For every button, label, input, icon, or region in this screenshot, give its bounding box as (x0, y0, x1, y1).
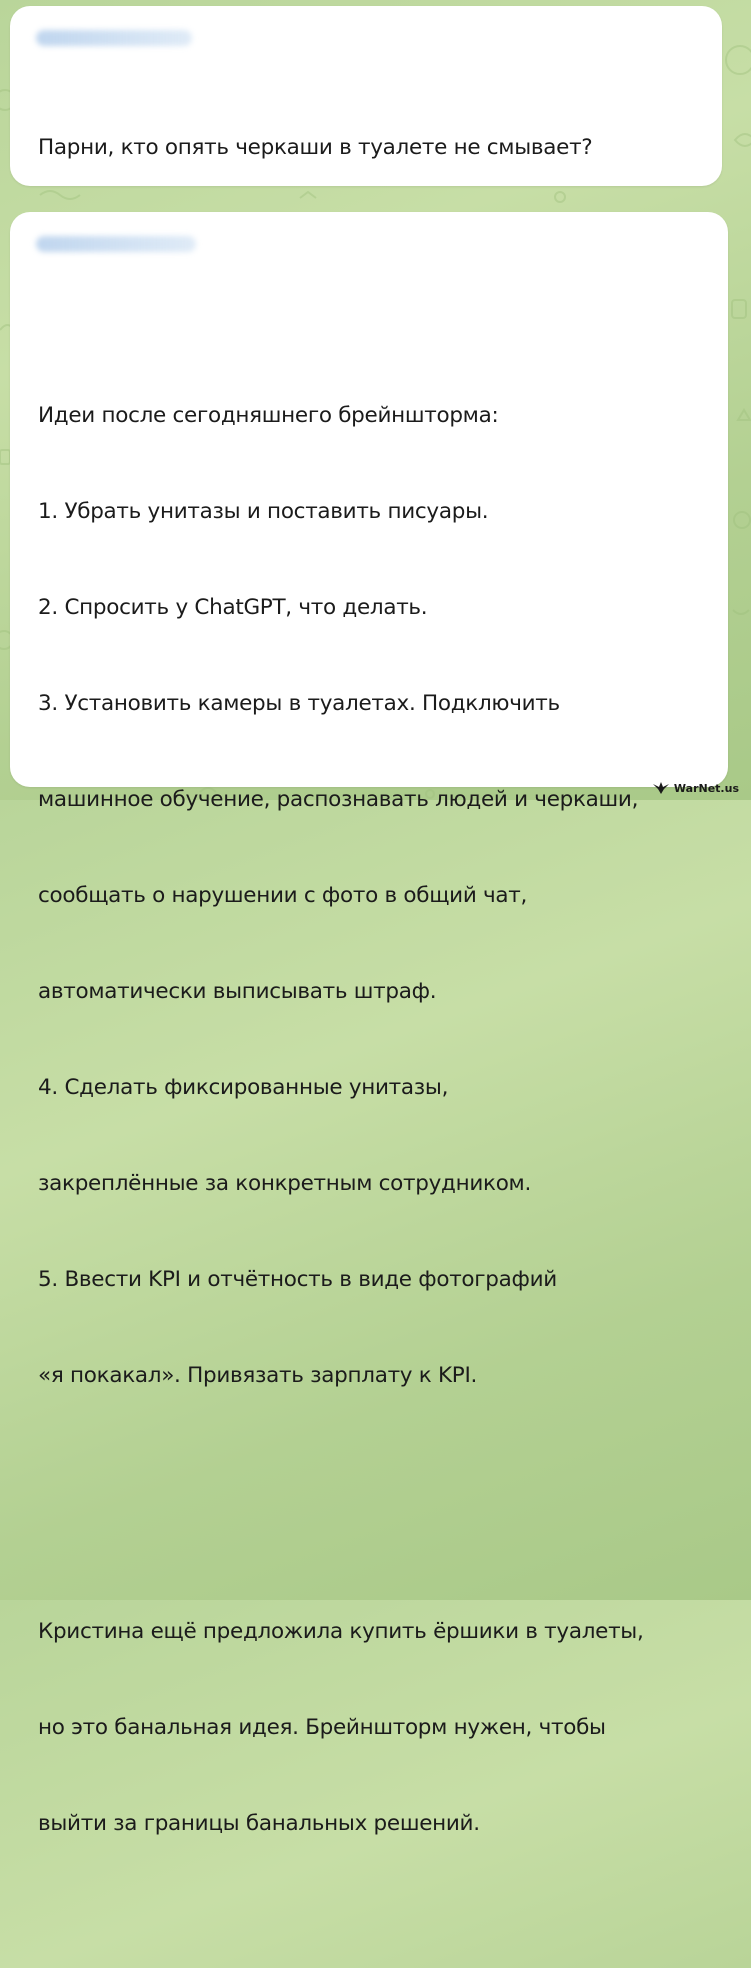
message-paragraph-ideas (38, 336, 644, 1456)
sender-name-blurred (36, 236, 196, 252)
message-paragraph-kristina (38, 1552, 644, 1904)
message-line: 2. Спросить у ChatGPT, что делать. (38, 595, 428, 620)
message-line: Кристина ещё предложила купить ёршики в туалеты, (38, 1619, 644, 1644)
sender-name-blurred (36, 30, 192, 46)
message-line: сообщать о нарушении с фото в общий чат, (38, 883, 528, 908)
message-line: 1. Убрать унитазы и поставить писуары. (38, 499, 489, 524)
message-line: но это банальная идея. Брейншторм нужен, чтобы (38, 1715, 606, 1740)
message-bubble-1[interactable] (10, 6, 722, 186)
message-line: закреплённые за конкретным сотрудником. (38, 1171, 532, 1196)
watermark (652, 781, 739, 795)
message-line: машинное обучение, распознавать людей и черкаши, (38, 787, 639, 812)
message-text (38, 272, 644, 1968)
message-line: выйти за границы банальных решений. (38, 1811, 480, 1836)
message-line: 3. Установить камеры в туалетах. Подключить (38, 691, 560, 716)
message-line: 4. Сделать фиксированные унитазы, (38, 1075, 449, 1100)
bird-logo-icon (652, 781, 670, 795)
message-line: «я покакал». Привязать зарплату к KPI. (38, 1363, 478, 1388)
message-line: 5. Ввести KPI и отчётность в виде фотографий (38, 1267, 557, 1292)
watermark-text: WarNet.us (673, 781, 739, 795)
message-line: Парни, кто опять черкаши в туалете не смывает? (38, 135, 593, 160)
message-line: Идеи после сегодняшнего брейншторма: (38, 403, 499, 428)
message-line: автоматически выписывать штраф. (38, 979, 437, 1004)
